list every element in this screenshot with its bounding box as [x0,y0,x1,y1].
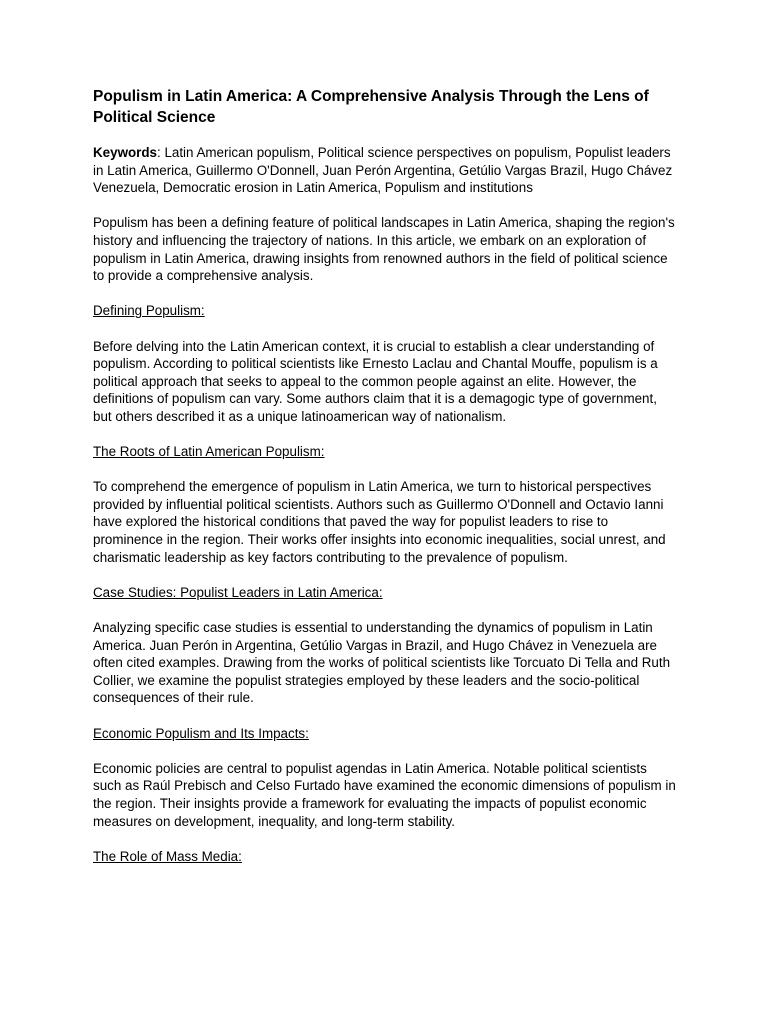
section-heading-case-studies: Case Studies: Populist Leaders in Latin America: [93,584,383,600]
keywords-text: : Latin American populism, Political science perspectives on populism, Populist leaders in Latin America, Guillermo O'Donnell, Juan Perón Argentina, Getúlio Vargas Brazil, Hugo Chávez Venezuela, Democratic erosion in Latin America, Populism and institutions [93,145,673,196]
document-title: Populism in Latin America: A Comprehensive Analysis Through the Lens of Political Science [93,88,649,126]
section-body-defining-populism: Before delving into the Latin American context, it is crucial to establish a clear understanding of populism. According to political scientists like Ernesto Laclau and Chantal Mouffe, populism is a political approach that seeks to appeal to the common people against an elite. However, the definitions of populism can vary. Some authors claim that it is a demagogic type of government, but others described it as a unique latinoamerican way of nationalism. [93,338,658,424]
section-heading-roots: The Roots of Latin American Populism: [93,444,325,460]
keywords-paragraph [93,144,678,197]
keywords-label: Keywords [93,145,157,160]
section-body-case-studies: Analyzing specific case studies is essential to understanding the dynamics of populism in Latin America. Juan Perón in Argentina, Getúlio Vargas in Brazil, and Hugo Chávez in Venezuela are often cited examples. Drawing from the works of political scientists like Torcuato Di Tella and Ruth Collier, we examine the populist strategies employed by these leaders and the socio-political consequences of their rule. [93,620,671,706]
section-body-roots: To comprehend the emergence of populism in Latin America, we turn to historical perspectives provided by influential political scientists. Authors such as Guillermo O'Donnell and Octavio Ianni have explored the historical conditions that paved the way for populist leaders to rise to prominence in the region. Their works offer insights into economic inequalities, social unrest, and charismatic leadership as key factors contributing to the prevalence of populism. [93,479,666,565]
intro-paragraph: Populism has been a defining feature of political landscapes in Latin America, shaping the region's history and influencing the trajectory of nations. In this article, we embark on an exploration of populism in Latin America, drawing insights from renowned authors in the field of political science to provide a comprehensive analysis. [93,215,675,284]
section-heading-defining-populism: Defining Populism: [93,303,205,319]
section-heading-economic-populism: Economic Populism and Its Impacts: [93,725,309,741]
section-body-economic-populism: Economic policies are central to populist agendas in Latin America. Notable political scientists such as Raúl Prebisch and Celso Furtado have examined the economic dimensions of populism in the region. Their insights provide a framework for evaluating the impacts of populist economic measures on development, inequality, and long-term stability. [93,760,676,829]
section-heading-mass-media: The Role of Mass Media: [93,848,242,864]
document-page [93,86,678,883]
